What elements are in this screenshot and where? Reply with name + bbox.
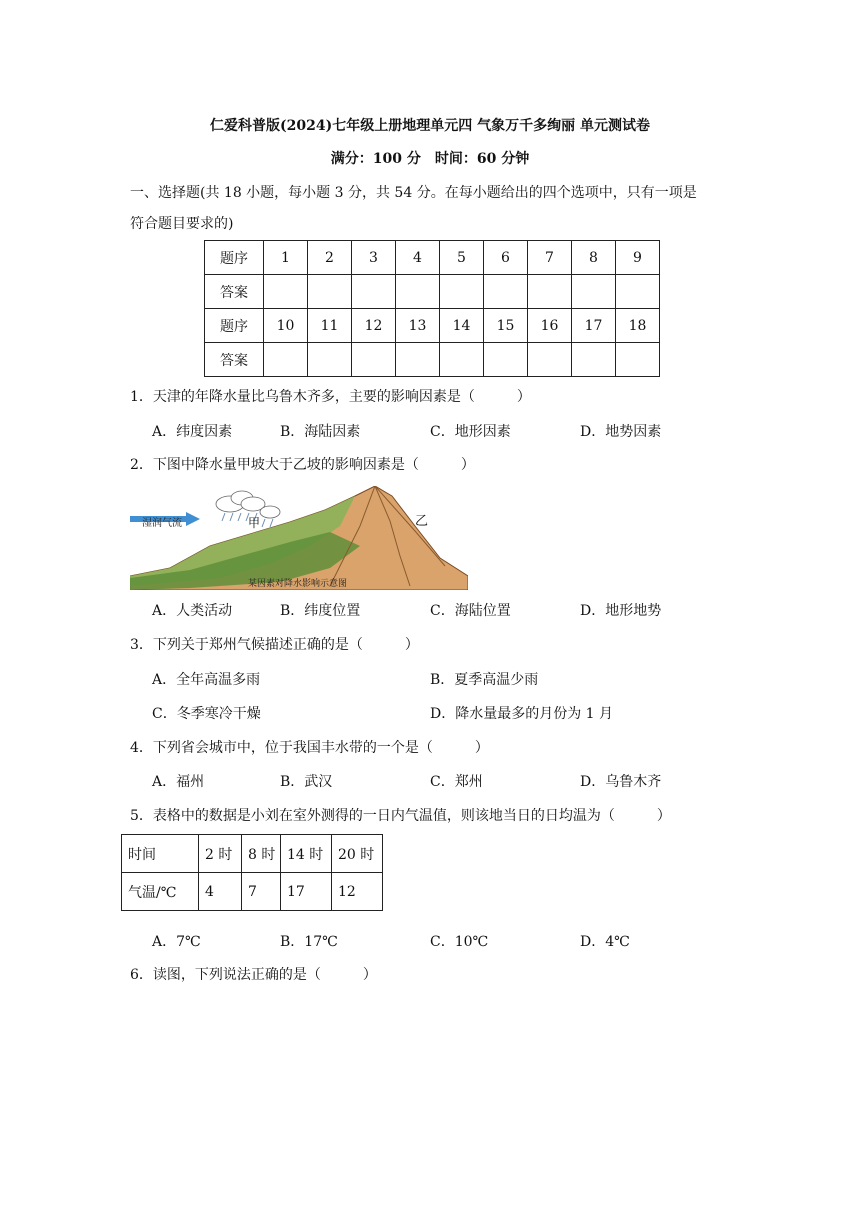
temp-header-cell: 2 时 — [199, 835, 242, 873]
question-3-option-c[interactable]: C．冬季寒冷干燥 — [152, 706, 261, 722]
question-3-stem: 3．下列关于郑州气候描述正确的是（ ） — [130, 637, 419, 653]
answer-cell[interactable] — [572, 343, 616, 377]
temp-value: 7 — [242, 873, 281, 911]
question-2-option-c[interactable]: C．海陆位置 — [430, 603, 511, 619]
grid-seq: 5 — [440, 241, 484, 275]
question-5-option-d[interactable]: D．4℃ — [580, 934, 630, 950]
question-6-stem: 6．读图，下列说法正确的是（ ） — [130, 967, 377, 983]
temp-header-cell: 时间 — [122, 835, 199, 873]
slope-a-label: 甲 — [248, 516, 261, 530]
question-5-stem: 5．表格中的数据是小刘在室外测得的一日内气温值，则该地当日的日均温为（ ） — [130, 808, 671, 824]
section-instruction-line1: 一、选择题(共 18 小题，每小题 3 分，共 54 分。在每小题给出的四个选项中，只有一项是 — [130, 185, 697, 201]
grid-seq: 10 — [264, 309, 308, 343]
grid-label: 答案 — [205, 343, 264, 377]
exam-subtitle: 满分：100 分 时间：60 分钟 — [330, 151, 530, 167]
answer-grid — [204, 240, 660, 377]
temp-header-cell: 14 时 — [281, 835, 332, 873]
temp-value: 4 — [199, 873, 242, 911]
temp-header-cell: 8 时 — [242, 835, 281, 873]
question-1-option-b[interactable]: B．海陆因素 — [280, 424, 361, 440]
question-3-option-b[interactable]: B．夏季高温少雨 — [430, 672, 539, 688]
temp-value: 17 — [281, 873, 332, 911]
temp-row-label: 气温/℃ — [122, 873, 199, 911]
question-1-option-a[interactable]: A．纬度因素 — [152, 424, 233, 440]
grid-seq: 9 — [616, 241, 660, 275]
temp-header-cell: 20 时 — [332, 835, 383, 873]
answer-cell[interactable] — [352, 275, 396, 309]
answer-cell[interactable] — [396, 343, 440, 377]
question-4-option-b[interactable]: B．武汉 — [280, 774, 333, 790]
grid-seq: 14 — [440, 309, 484, 343]
question-1-option-c[interactable]: C．地形因素 — [430, 424, 511, 440]
grid-seq: 2 — [308, 241, 352, 275]
answer-cell[interactable] — [616, 275, 660, 309]
grid-label: 题序 — [205, 309, 264, 343]
question-4-option-a[interactable]: A．福州 — [152, 774, 205, 790]
question-2-stem: 2．下图中降水量甲坡大于乙坡的影响因素是（ ） — [130, 457, 475, 473]
mountain-illustration — [130, 486, 468, 590]
grid-label: 题序 — [205, 241, 264, 275]
grid-label: 答案 — [205, 275, 264, 309]
temperature-table-row — [122, 873, 383, 911]
question-2-option-d[interactable]: D．地形地势 — [580, 603, 662, 619]
answer-grid-seq-row-2 — [205, 309, 660, 343]
answer-cell[interactable] — [616, 343, 660, 377]
grid-seq: 1 — [264, 241, 308, 275]
answer-cell[interactable] — [264, 343, 308, 377]
question-2-option-b[interactable]: B．纬度位置 — [280, 603, 361, 619]
question-1-stem: 1．天津的年降水量比乌鲁木齐多，主要的影响因素是（ ） — [130, 389, 531, 405]
answer-cell[interactable] — [528, 275, 572, 309]
grid-seq: 18 — [616, 309, 660, 343]
section-instruction-line2: 符合题目要求的) — [130, 216, 234, 232]
answer-cell[interactable] — [440, 275, 484, 309]
answer-cell[interactable] — [352, 343, 396, 377]
grid-seq: 17 — [572, 309, 616, 343]
answer-cell[interactable] — [484, 343, 528, 377]
temp-value: 12 — [332, 873, 383, 911]
grid-seq: 12 — [352, 309, 396, 343]
grid-seq: 13 — [396, 309, 440, 343]
grid-seq: 16 — [528, 309, 572, 343]
temperature-table-header — [122, 835, 383, 873]
temperature-table — [121, 834, 383, 911]
question-5-option-c[interactable]: C．10℃ — [430, 934, 489, 950]
grid-seq: 7 — [528, 241, 572, 275]
question-4-stem: 4．下列省会城市中，位于我国丰水带的一个是（ ） — [130, 740, 489, 756]
exam-title: 仁爱科普版(2024)七年级上册地理单元四 气象万千多绚丽 单元测试卷 — [210, 118, 650, 134]
answer-grid-answer-row-2 — [205, 343, 660, 377]
question-1-option-d[interactable]: D．地势因素 — [580, 424, 662, 440]
answer-grid-seq-row-1 — [205, 241, 660, 275]
question-3-option-d[interactable]: D．降水量最多的月份为 1 月 — [430, 706, 614, 722]
wind-label: 湿润气流 — [142, 518, 182, 529]
answer-cell[interactable] — [528, 343, 572, 377]
answer-cell[interactable] — [308, 275, 352, 309]
answer-cell[interactable] — [308, 343, 352, 377]
grid-seq: 4 — [396, 241, 440, 275]
question-4-option-c[interactable]: C．郑州 — [430, 774, 483, 790]
answer-grid-answer-row-1 — [205, 275, 660, 309]
question-4-option-d[interactable]: D．乌鲁木齐 — [580, 774, 662, 790]
grid-seq: 11 — [308, 309, 352, 343]
question-5-option-a[interactable]: A．7℃ — [152, 934, 201, 950]
grid-seq: 15 — [484, 309, 528, 343]
orographic-rain-figure — [130, 486, 468, 590]
slope-b-label: 乙 — [415, 514, 429, 529]
question-5-option-b[interactable]: B．17℃ — [280, 934, 338, 950]
grid-seq: 8 — [572, 241, 616, 275]
answer-cell[interactable] — [264, 275, 308, 309]
answer-cell[interactable] — [484, 275, 528, 309]
question-3-option-a[interactable]: A．全年高温多雨 — [152, 672, 261, 688]
answer-cell[interactable] — [396, 275, 440, 309]
question-2-option-a[interactable]: A．人类活动 — [152, 603, 233, 619]
grid-seq: 3 — [352, 241, 396, 275]
answer-cell[interactable] — [440, 343, 484, 377]
answer-cell[interactable] — [572, 275, 616, 309]
grid-seq: 6 — [484, 241, 528, 275]
figure-caption: 某因素对降水影响示意图 — [248, 579, 348, 589]
